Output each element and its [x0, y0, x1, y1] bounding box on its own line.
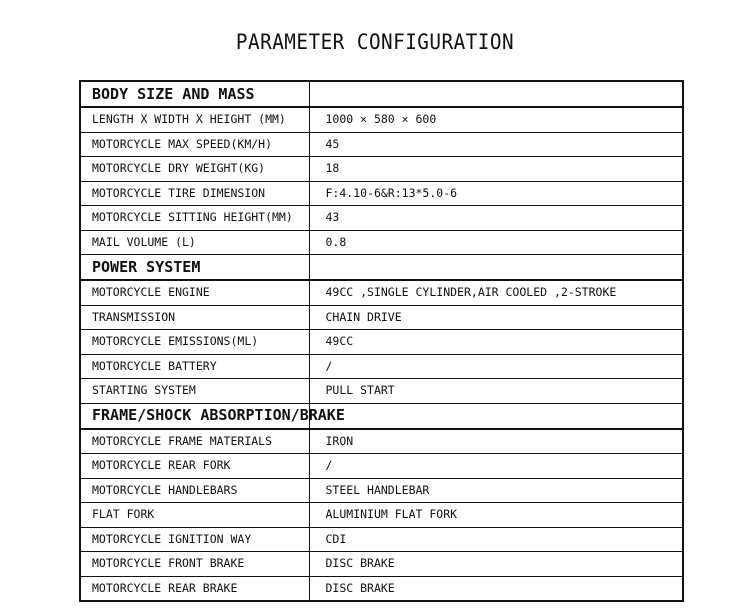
- row-value: F:4.10-6&R:13*5.0-6: [309, 181, 683, 206]
- row-label: MOTORCYCLE DRY WEIGHT(KG): [80, 157, 309, 182]
- row-value: 43: [309, 206, 683, 231]
- row-value: DISC BRAKE: [309, 576, 683, 601]
- row-value: 1000 × 580 × 600: [309, 107, 683, 132]
- row-value: CDI: [309, 527, 683, 552]
- row-value: CHAIN DRIVE: [309, 305, 683, 330]
- table-row: [80, 206, 683, 231]
- row-label: MOTORCYCLE HANDLEBARS: [80, 478, 309, 503]
- table-row: [80, 478, 683, 503]
- row-value: /: [309, 354, 683, 379]
- row-label: FLAT FORK: [80, 503, 309, 528]
- spec-table: [79, 80, 684, 602]
- page-title: PARAMETER CONFIGURATION: [235, 30, 515, 54]
- table-row: [80, 576, 683, 601]
- row-label: LENGTH X WIDTH X HEIGHT (MM): [80, 107, 309, 132]
- row-label: STARTING SYSTEM: [80, 379, 309, 404]
- row-label: MOTORCYCLE EMISSIONS(ML): [80, 330, 309, 355]
- section-heading-blank: [309, 255, 683, 281]
- row-label: MAIL VOLUME (L): [80, 230, 309, 255]
- table-row: [80, 527, 683, 552]
- table-row: [80, 132, 683, 157]
- row-label: MOTORCYCLE REAR FORK: [80, 454, 309, 479]
- table-row: [80, 379, 683, 404]
- row-label: MOTORCYCLE ENGINE: [80, 280, 309, 305]
- table-row: [80, 429, 683, 454]
- table-row: [80, 552, 683, 577]
- row-value: 49CC: [309, 330, 683, 355]
- row-label: MOTORCYCLE TIRE DIMENSION: [80, 181, 309, 206]
- section-heading: POWER SYSTEM: [80, 255, 309, 281]
- section-header-body-size: [80, 81, 683, 107]
- row-label: MOTORCYCLE FRAME MATERIALS: [80, 429, 309, 454]
- table-row: [80, 157, 683, 182]
- row-label: MOTORCYCLE MAX SPEED(KM/H): [80, 132, 309, 157]
- row-value: PULL START: [309, 379, 683, 404]
- table-row: [80, 454, 683, 479]
- row-value: IRON: [309, 429, 683, 454]
- row-value: 45: [309, 132, 683, 157]
- table-row: [80, 354, 683, 379]
- row-value: DISC BRAKE: [309, 552, 683, 577]
- section-heading-blank: [309, 81, 683, 107]
- table-row: [80, 503, 683, 528]
- table-row: [80, 330, 683, 355]
- section-header-frame-brake: [80, 403, 683, 429]
- section-heading: BODY SIZE AND MASS: [80, 81, 309, 107]
- section-header-power-system: [80, 255, 683, 281]
- table-row: [80, 280, 683, 305]
- row-label: MOTORCYCLE REAR BRAKE: [80, 576, 309, 601]
- section-heading-blank: [309, 403, 683, 429]
- table-row: [80, 305, 683, 330]
- row-value: ALUMINIUM FLAT FORK: [309, 503, 683, 528]
- table-row: [80, 230, 683, 255]
- table-row: [80, 107, 683, 132]
- row-label: MOTORCYCLE IGNITION WAY: [80, 527, 309, 552]
- row-label: MOTORCYCLE SITTING HEIGHT(MM): [80, 206, 309, 231]
- row-value: STEEL HANDLEBAR: [309, 478, 683, 503]
- row-value: 0.8: [309, 230, 683, 255]
- row-value: /: [309, 454, 683, 479]
- row-value: 18: [309, 157, 683, 182]
- row-label: TRANSMISSION: [80, 305, 309, 330]
- section-heading: FRAME/SHOCK ABSORPTION/BRAKE: [80, 403, 309, 429]
- row-label: MOTORCYCLE FRONT BRAKE: [80, 552, 309, 577]
- row-label: MOTORCYCLE BATTERY: [80, 354, 309, 379]
- table-row: [80, 181, 683, 206]
- row-value: 49CC ,SINGLE CYLINDER,AIR COOLED ,2-STROKE: [309, 280, 683, 305]
